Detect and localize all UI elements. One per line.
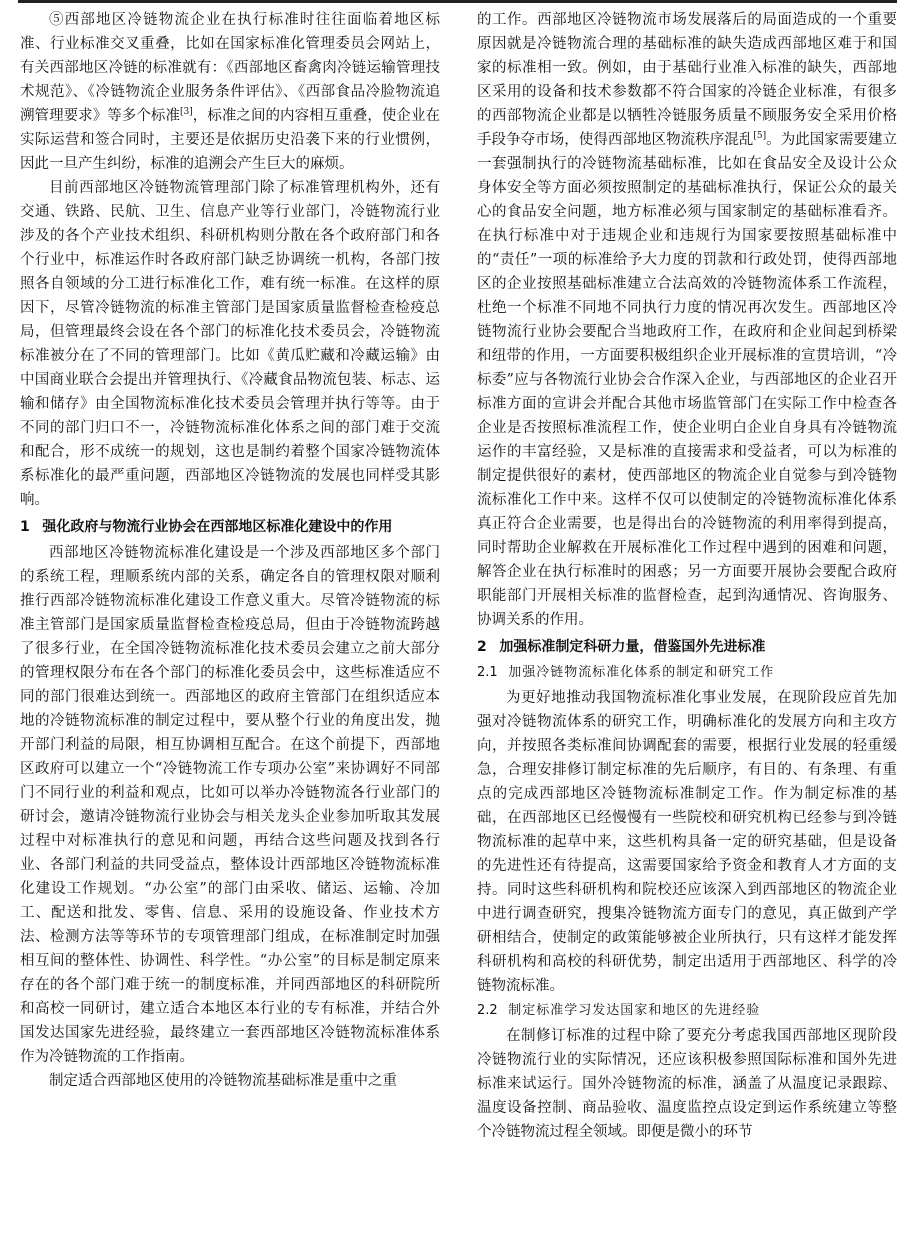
paragraph: 为更好地推动我国物流标准化事业发展，在现阶段应首先加强对冷链物流体系的研究工作，明确标准化的发展方向和主攻方向，并按照各类标准间协调配套的需要，根据行业发展的轻重缓急，合理安排修订制定标准的先后顺序，有目的、有条理、有重点的完成西部地区冷链物流标准制定工作。作为制定标准的基础，在西部地区已经慢慢有一些院校和研究机构已经参与到冷链物流标准的起草中来，这些机构具备一定的研究基础，但是设备的先进性还有待提高，这需要国家给予资金和教育人才方面的支持。同时这些科研机构和院校还应该深入到西部地区的物流企业中进行调查研究，搜集冷链物流方面专门的意见，真正做到产学研相结合，使制定的政策能够被企业所执行，只有这样才能发挥科研机构和高校的科研优势，制定出适用于西部地区、科学的冷链物流标准。: [477, 690, 897, 994]
paragraph: 西部地区冷链物流标准化建设是一个涉及西部地区多个部门的系统工程，理顺系统内部的关系，确定各自的管理权限对顺利推行西部冷链物流标准化建设工作意义重大。尽管冷链物流的标准主管部门是国家质量监督检查检疫总局，但由于冷链物流跨越了很多行业，在全国冷链物流标准化技术委员会建立之前大部分的管理权限分布在各个部门的标准化委员会中，这些标准适应不同的部门很难达到统一。西部地区的政府主管部门在组织适应本地的冷链物流标准的制定过程中，要从整个行业的角度出发，抛开部门利益的局限，相互协调相互配合。在这个前提下，西部地区政府可以建立一个“冷链物流工作专项办公室”来协调好不同部门不同行业的利益和观点，比如可以举办冷链物流各行业部门的研讨会，邀请冷链物流行业协会与相关龙头企业参加听取其发展过程中对标准执行的意见和问题，再结合这些问题及找到各行业、各部门利益的共同受益点，整体设计西部地区冷链物流标准化建设工作规划。“办公室”的部门由采收、储运、运输、冷加工、配送和批发、零售、信息、采用的设施设备、作业技术方法、检测方法等等环节的专项管理部门组成，在标准制定时加强相互间的整体性、协调性、科学性。“办公室”的目标是制定原来存在的各个部门难于统一的制度标准，并同西部地区的科研院所和高校一同研讨，建立适合本地区本行业的专有标准，并结合外国发达国家先进经验，最终建立一套西部地区冷链物流标准体系作为冷链物流的工作指南。: [20, 545, 440, 1065]
top-rule: [18, 0, 897, 3]
paragraph: 的工作。西部地区冷链物流市场发展落后的局面造成的一个重要原因就是冷链物流合理的基础标准的缺失造成西部地区难于和国家的标准相一致。例如，由于基础行业准入标准的缺失，西部地区采用的设备和技术参数都不符合国家的冷链企业标准，有很多的西部物流企业都是以牺牲冷链服务质量不顾服务安全采用价格手段争夺市场，使得西部地区物流秩序混乱[5]。为此国家需要建立一套强制执行的冷链物流基础标准，比如在食品安全及设计公众身体安全等方面必须按照制定的基础标准执行，保证公众的最关心的食品安全问题，地方标准必须与国家制定的基础标准看齐。在执行标准中对于违规企业和违规行为国家要按照基础标准中的“责任”一项的标准给予大力度的罚款和行政处罚，使得西部地区的企业按照基础标准建立合法高效的冷链物流体系工作流程，杜绝一个标准不同地不同执行力度的情况再次发生。西部地区冷链物流行业协会要配合当地政府工作，在政府和企业间起到桥梁和纽带的作用，一方面要积极组织企业开展标准的宣贯培训，“冷标委”应与各物流行业协会合作深入企业，与西部地区的企业召开标准方面的宣讲会并配合其他市场监管部门在实际工作中检查各企业是否按照标准流程工作，使企业明白企业自身具有冷链物流运作的丰富经验，又是标准的直接需求和受益者，可以为标准的制定提供很好的素材，使西部地区的物流企业自觉参与到冷链物流标准化工作中来。这样不仅可以使制定的冷链物流标准化体系真正符合企业需要，也是得出台的冷链物流的利用率得到提高，同时帮助企业解救在开展标准化工作过程中遇到的困难和问题，解答企业在执行标准时的困惑；另一方面要开展协会要配合政府职能部门开展相关标准的监督检查，起到沟通情况、咨询服务、协调关系的作用。: [477, 12, 898, 628]
paragraph: 制定适合西部地区使用的冷链物流基础标准是重中之重: [49, 1073, 397, 1089]
citation: [5]: [753, 131, 767, 142]
paragraph: 在制修订标准的过程中除了要充分考虑我国西部地区现阶段冷链物流行业的实际情况，还应该积极参照国际标准和国外先进标准来试运行。国外冷链物流的标准，涵盖了从温度记录跟踪、温度设备控制、商品验收、温度监控点设定到运作系统建立等整个冷链物流过程全领域。即便是微小的环节: [477, 1028, 897, 1140]
left-column: [20, 8, 440, 1093]
paragraph: ⑤西部地区冷链物流企业在执行标准时往往面临着地区标准、行业标准交叉重叠，比如在国家标准化管理委员会网站上，有关西部地区冷链的标准就有：《西部地区畜禽肉冷链运输管理技术规范》、《冷链物流企业服务条件评估》、《西部食品冷脸物流追溯管理要求》等多个标准[3]，标准之间的内容相互重叠，使企业在实际运营和签合同时，主要还是依据历史沿袭下来的行业惯例，因此一旦产生纠纷，标准的追溯会产生巨大的麻烦。: [20, 12, 441, 172]
section-heading-2: 2 加强标准制定科研力量，借鉴国外先进标准: [477, 639, 766, 655]
citation: [3]: [180, 107, 193, 118]
subsection-heading-2-2: 2.2 制定标准学习发达国家和地区的先进经验: [477, 1003, 761, 1018]
paragraph: 目前西部地区冷链物流管理部门除了标准管理机构外，还有交通、铁路、民航、卫生、信息产业等行业部门，冷链物流行业涉及的各个产业技术组织、科研机构则分散在各个政府部门和各个行业中，标准运作时各政府部门缺乏协调统一机构，各部门按照各自领域的分工进行标准化工作，难有统一标准。在这样的原因下，尽管冷链物流的标准主管部门是国家质量监督检查检疫总局，但管理最终会设在各个部门的标准化技术委员会，冷链物流标准被分在了不同的管理部门。比如《黄瓜贮藏和冷藏运输》由中国商业联合会提出并管理执行、《冷藏食品物流包装、标志、运输和储存》由全国物流标准化技术委员会管理并执行等等。由于不同的部门归口不一，冷链物流标准化体系之间的部门难于交流和配合，形不成统一的规划，这也是制约着整个国家冷链物流体系标准化的最严重问题，西部地区冷链物流的发展也同样受其影响。: [20, 180, 440, 508]
subsection-heading-2-1: 2.1 加强冷链物流标准化体系的制定和研究工作: [477, 665, 775, 680]
section-heading-1: 1 强化政府与物流行业协会在西部地区标准化建设中的作用: [20, 519, 393, 535]
right-column: [477, 8, 897, 1144]
